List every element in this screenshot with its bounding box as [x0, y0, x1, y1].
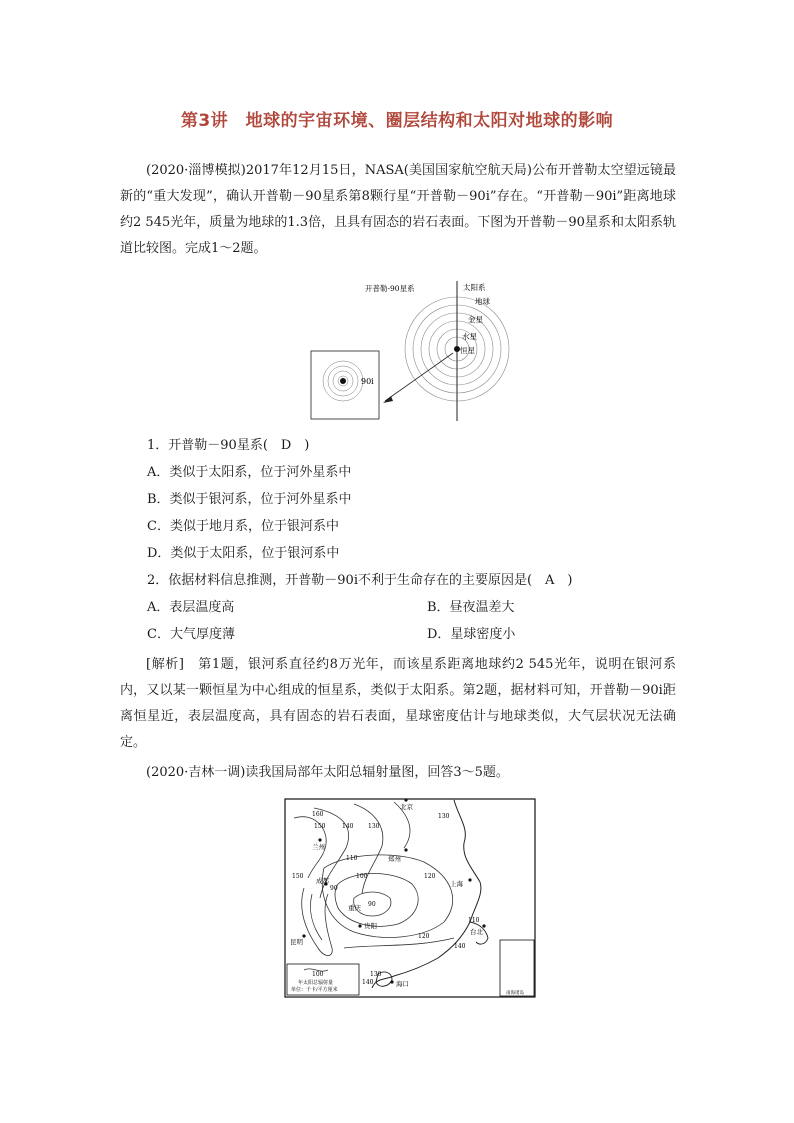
question-1-option-b: B．类似于银河系，位于河外星系中 — [147, 492, 352, 507]
question-1-option-a: A．类似于太阳系，位于河外星系中 — [147, 465, 352, 480]
isoline-value: 140 — [362, 979, 374, 986]
isoline-value: 110 — [346, 855, 358, 862]
city-chengdu: 成都 — [316, 877, 329, 885]
question-1-option-c: C．类似于地月系，位于银河系中 — [147, 519, 339, 534]
question-2-option-d: D．星球密度小 — [427, 627, 516, 642]
legend-title: 年太阳总辐射量 — [298, 980, 334, 986]
isoline-value: 100 — [356, 873, 368, 880]
isoline-value: 130 — [370, 971, 382, 978]
question-1-stem: 1．开普勒－90星系( D ) — [147, 438, 310, 453]
solar-system-label: 太阳系 — [463, 283, 486, 292]
isoline-value: 150 — [314, 823, 326, 830]
isoline-value: 130 — [438, 813, 450, 820]
passage-intro-2: (2020·吉林一调)读我国局部年太阳总辐射量图，回答3～5题。 — [146, 765, 509, 780]
legend-value: 100 — [312, 971, 324, 978]
city-shanghai: 上海 — [450, 880, 463, 888]
city-guiyang: 贵阳 — [364, 922, 377, 930]
venus-label: 金星 — [468, 315, 483, 324]
orbit-comparison-figure — [305, 281, 525, 421]
kepler-system-label: 开普勒-90星系 — [365, 284, 415, 293]
city-taibei: 台北 — [470, 928, 483, 936]
city-dot — [404, 798, 407, 801]
inset-label: 南海诸岛 — [506, 991, 524, 996]
city-haikou: 海口 — [396, 980, 409, 988]
isoline-value: 90 — [368, 901, 376, 908]
passage-intro-1: (2020·淄博模拟)2017年12月15日，NASA(美国国家航空航天局)公布开普勒太空望远镜最新的“重大发现”，确认开普勒－90星系第8颗行星“开普勒－90i”存在。“开普勒－90i”距离地球约2 545光年，质量为地球的1.3倍，且具有固态的岩石表面。下图为开普勒－90星系和太阳系轨道比较图。完成1～2题。 — [120, 163, 676, 256]
question-2-option-c: C．大气厚度薄 — [147, 627, 235, 642]
arrow-head — [383, 396, 393, 403]
question-2-stem: 2．依据材料信息推测，开普勒－90i不利于生命存在的主要原因是( A ) — [147, 573, 573, 588]
city-kunming: 昆明 — [290, 938, 303, 946]
isoline-value: 160 — [312, 811, 324, 818]
city-dot — [358, 924, 361, 927]
isoline-value: 140 — [342, 823, 354, 830]
solar-radiation-map — [284, 798, 536, 998]
city-dot — [468, 878, 471, 881]
city-beijing: 北京 — [400, 803, 413, 811]
question-1-option-d: D．类似于太阳系，位于银河系中 — [147, 546, 340, 561]
city-dot — [390, 980, 393, 983]
page-title: 第3讲 地球的宇宙环境、圈层结构和太阳对地球的影响 — [180, 111, 614, 131]
planet-90i-label: 90i — [361, 377, 374, 386]
isoline-value: 90 — [330, 885, 338, 892]
mercury-label: 水星 — [462, 332, 477, 341]
south-sea-inset — [500, 940, 534, 996]
question-2-option-b: B．昼夜温差大 — [427, 600, 515, 615]
isoline-value: 140 — [454, 943, 466, 950]
analysis-paragraph: [解析] 第1题，银河系直径约8万光年，而该星系距离地球约2 545光年，说明在银河系内，又以某一颗恒星为中心组成的恒星系，类似于太阳系。第2题，据材料可知，开普勒－90i距离恒星近，表层温度高，具有固态的岩石表面，星球密度估计与地球类似，大气层状况无法确定。 — [120, 657, 676, 750]
star-label: 恒星 — [460, 346, 475, 355]
isoline-value: 120 — [418, 933, 430, 940]
city-dot — [318, 838, 321, 841]
isoline-value: 130 — [368, 823, 380, 830]
isoline-value: 120 — [424, 873, 436, 880]
city-chongqing: 重庆 — [348, 904, 361, 912]
city-zhengzhou: 郑州 — [388, 855, 401, 863]
city-lanzhou: 兰州 — [312, 843, 325, 851]
inset-star — [340, 378, 346, 384]
question-2-option-a: A．表层温度高 — [147, 600, 235, 615]
city-dot — [404, 848, 407, 851]
isoline-value: 150 — [292, 873, 304, 880]
isoline-value: 110 — [468, 917, 480, 924]
legend-unit: 单位：千卡/平方厘米 — [291, 987, 338, 993]
earth-label: 地球 — [475, 297, 490, 306]
pointer-arrow — [385, 353, 453, 401]
